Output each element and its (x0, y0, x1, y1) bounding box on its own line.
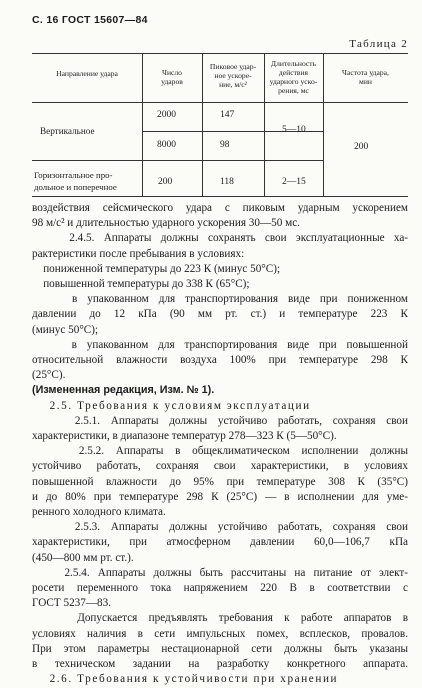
header-line: Длительность (270, 59, 317, 68)
text-line: в упакованном для транспортирования виде при пониженном (32, 293, 409, 306)
header-direction: Направление удара (56, 69, 118, 78)
data-table (32, 53, 408, 197)
header-line: ние, м/с² (219, 80, 247, 89)
header-accel (202, 62, 264, 89)
text-line: Допускается предъявлять требования к работе аппаратов в (32, 612, 408, 625)
header-count (142, 68, 202, 86)
header-line: ударов (161, 77, 183, 86)
text-line: ГОСТ 5237—83. (32, 597, 112, 610)
header-line: рения, мс (278, 86, 309, 95)
label-line: Горизонтальное про- (34, 170, 113, 180)
text-line: 2.5.1. Аппараты должны устойчиво работать, сохраняя свои (32, 414, 408, 427)
amendment-note: (Измененная редакция, Изм. № 1). (32, 384, 215, 397)
body-text (32, 201, 408, 688)
section-heading: 2.6. Требования к устойчивости при хранении (32, 673, 339, 686)
text-line: 2.5.2. Аппараты в общеклиматическом исполнении должны (32, 445, 409, 458)
horizontal-duration: 2—15 (282, 177, 306, 187)
table-divider (32, 102, 408, 103)
row-horizontal-label (34, 170, 117, 193)
header-line: Число (162, 68, 182, 77)
text-line: характеристики, в диапазоне температур 278—323 К (5—50°С). (32, 430, 337, 443)
text-line: и до 80% при температуре 298 К (25°С) — в исполнении для уме- (32, 490, 408, 503)
vertical-count-2: 8000 (157, 140, 176, 150)
text-line: характеристики, при атмосферном давлении 60,0—106,7 кПа (32, 536, 408, 549)
section-heading: 2.5. Требования к условиям эксплуатации (32, 399, 311, 412)
text-line: (25°С). (32, 369, 66, 382)
table-caption: Таблица 2 (349, 38, 408, 50)
text-line: ренного холодного климата. (32, 506, 166, 519)
text-line: (минус 50°С); (32, 323, 99, 336)
page-header: С. 16 ГОСТ 15607—84 (32, 14, 148, 26)
text-line: воздействия сейсмического удара с пиковым ударным ускорением (32, 202, 408, 214)
header-duration (264, 59, 323, 95)
text-line: относительной влажности воздуха 100% при температуре 298 К (32, 354, 408, 367)
frequency-value: 200 (354, 142, 369, 152)
header-line: ударного уско- (269, 77, 318, 86)
header-line: Пиковое удар- (209, 62, 257, 71)
text-line: устойчиво работать, сохраняя свои характеристики, в условиях (32, 460, 408, 473)
text-line: 2.5.3. Аппараты должны устойчиво работать, сохраняя свои (32, 521, 408, 534)
text-line: пониженной температуры до 223 К (минус 50°С); (32, 262, 281, 275)
horizontal-accel: 118 (220, 177, 234, 187)
table-divider (32, 160, 323, 161)
header-line: действия (278, 68, 309, 77)
header-line: Частота удара, (342, 68, 389, 77)
vertical-count-1: 2000 (157, 110, 176, 120)
vertical-accel-2: 98 (220, 140, 230, 150)
header-line: ное ускоре- (214, 71, 252, 80)
row-vertical-label: Вертикальное (40, 126, 95, 136)
text-line: росети переменного тока напряжением 220 В в соответствии с (32, 582, 408, 595)
text-line: 2.5.4. Аппараты должны быть рассчитаны на питание от элект- (32, 566, 408, 579)
header-frequency (323, 68, 408, 86)
label-line: дольное и поперечное (34, 181, 117, 192)
horizontal-count: 200 (158, 177, 173, 187)
vertical-accel-1: 147 (220, 110, 235, 120)
text-line: При этом параметры нестационарной сети должны быть указаны (32, 642, 408, 655)
vertical-duration: 5—10 (282, 125, 306, 135)
text-line: рактеристики после пребывания в условиях: (32, 247, 245, 260)
text-line: повышенной влажности до 95% при температуре 308 К (35°С) (32, 475, 408, 488)
text-line: в упакованном для транспортирования виде при повышенной (32, 338, 408, 351)
text-line: (450—800 мм рт. ст.). (32, 551, 134, 564)
text-line: условиях наличия в сети импульсных помех, всплесков, провалов. (32, 627, 408, 640)
text-line: 98 м/с² и длительностью ударного ускорения 30—50 мс. (32, 217, 300, 230)
text-line: давлении до 12 кПа (90 мм рт. ст.) и температуре 223 К (32, 308, 408, 321)
text-line: повышенной температуры до 338 К (65°С); (32, 278, 250, 291)
header-line: мин (359, 77, 372, 86)
text-line: в техническом задании на разработку конкретного аппарата. (32, 658, 408, 671)
text-line: 2.4.5. Аппараты должны сохранять свои эксплуатационные ха- (32, 232, 409, 245)
